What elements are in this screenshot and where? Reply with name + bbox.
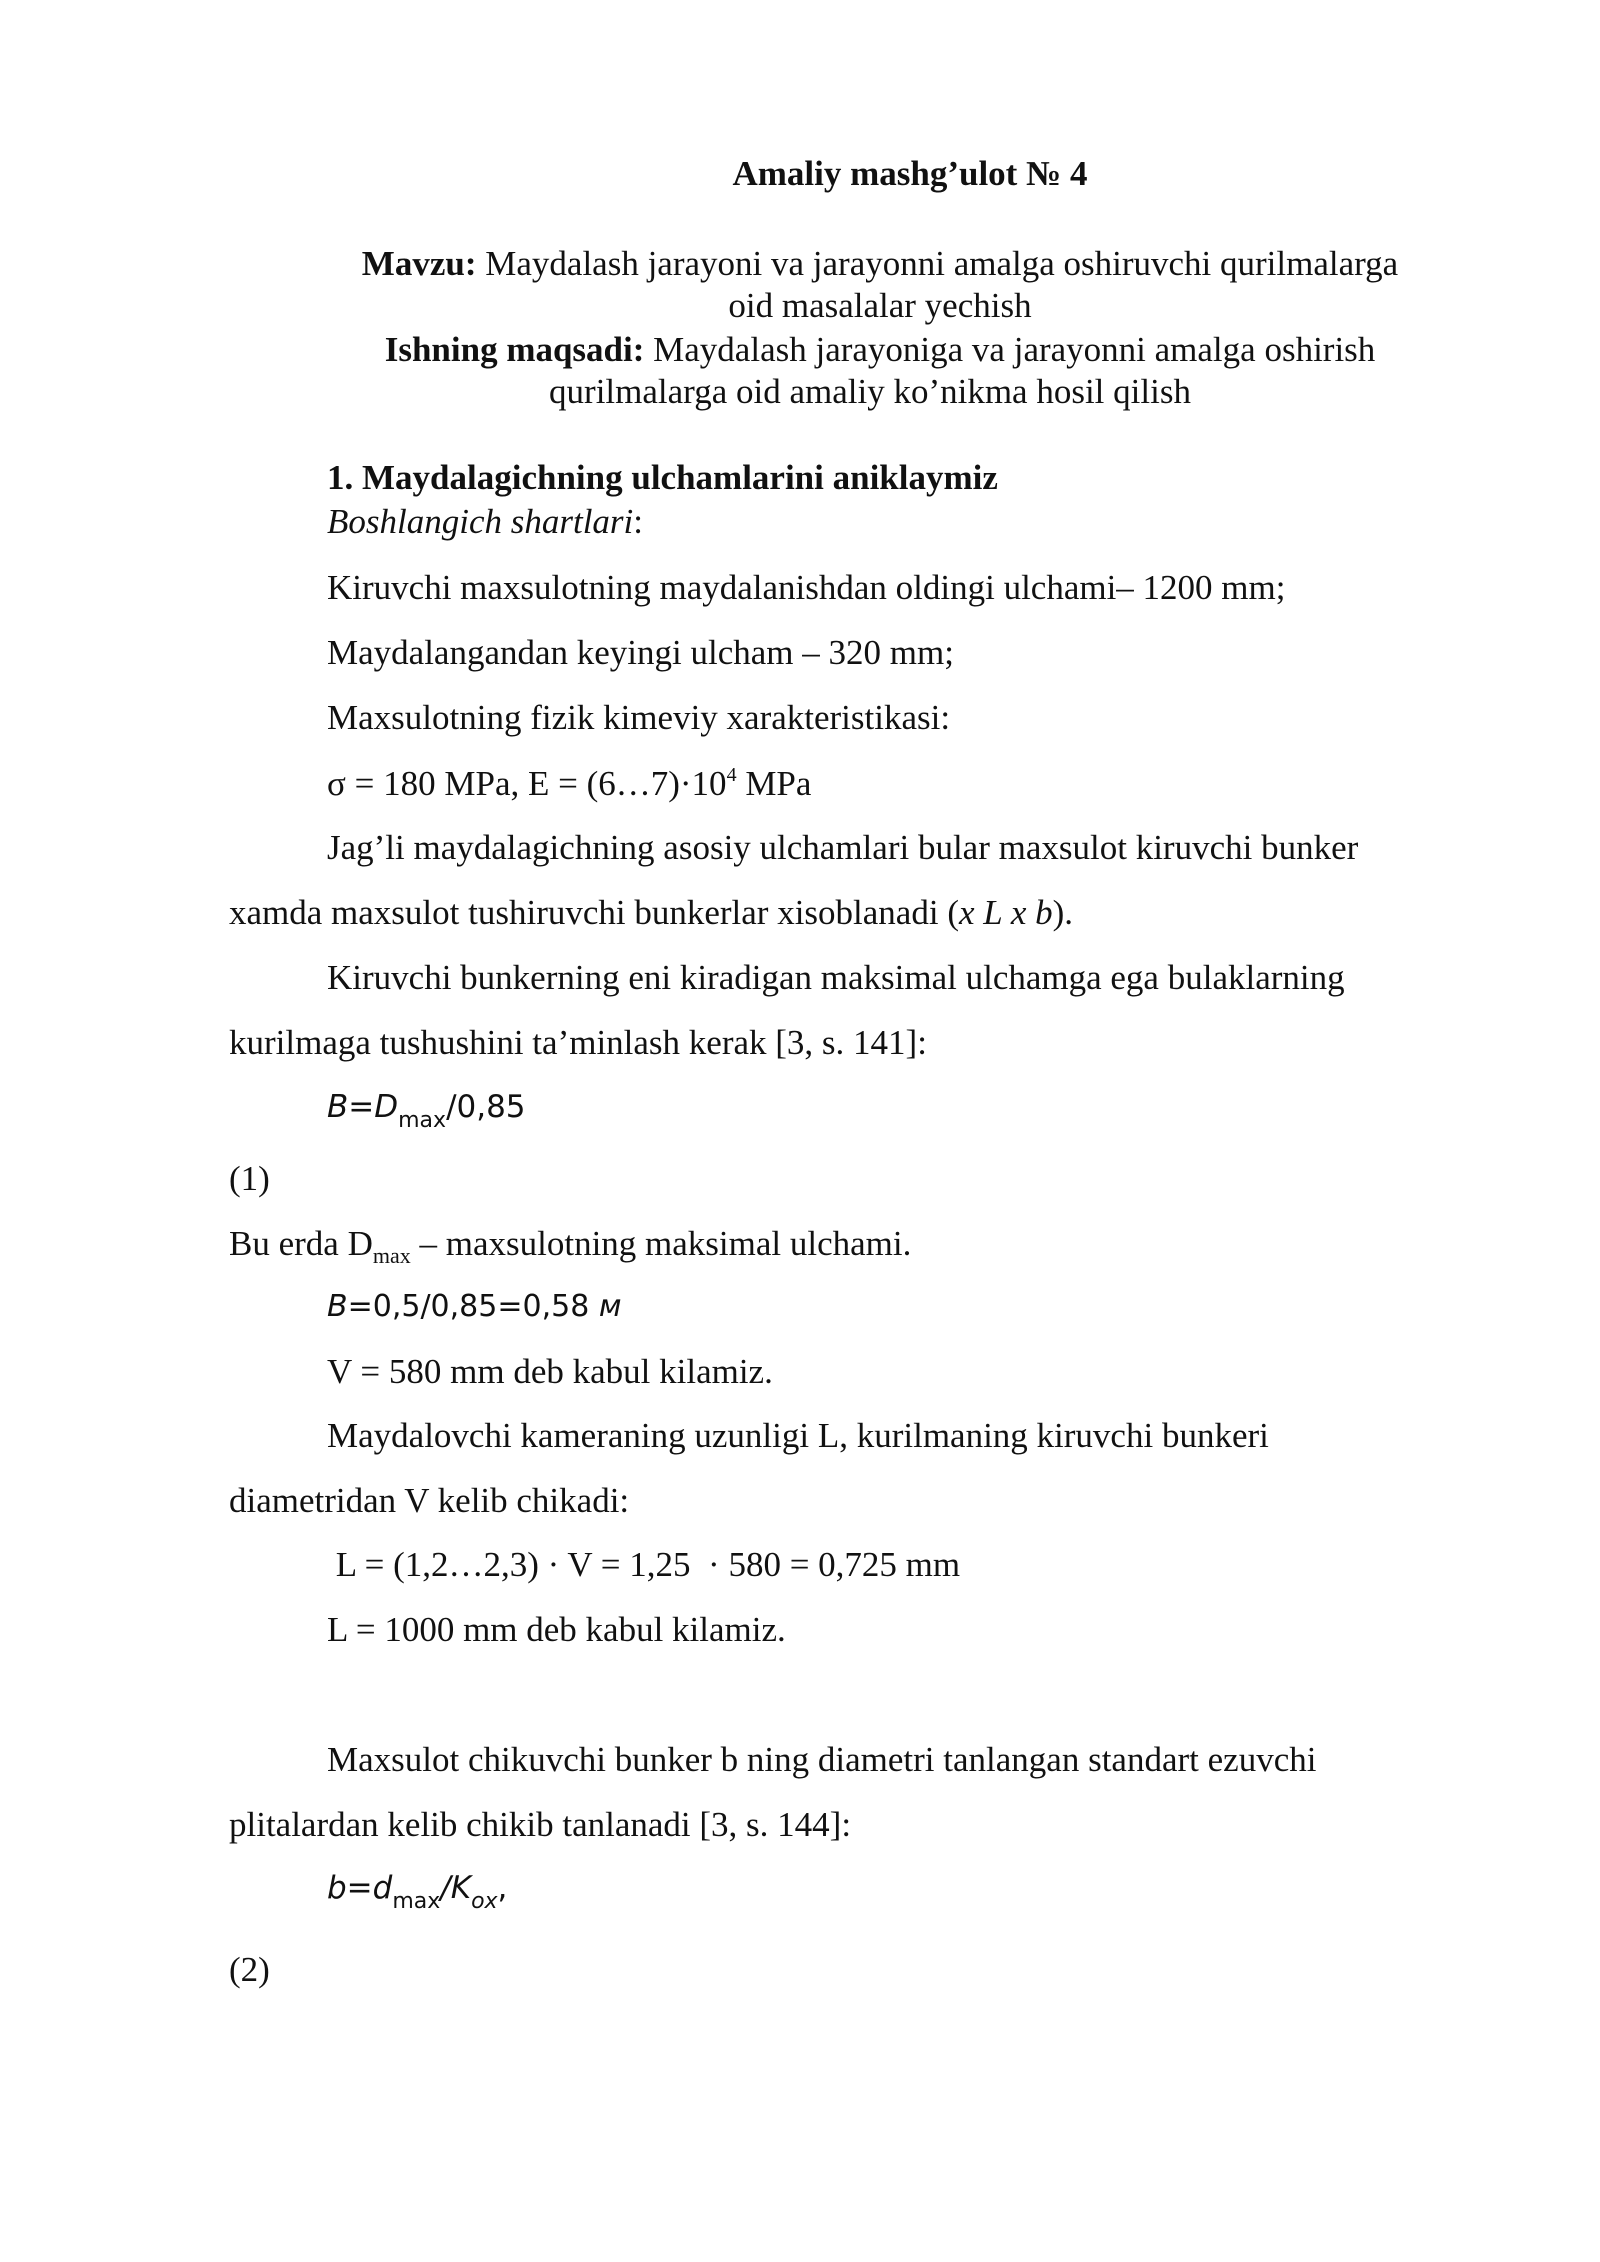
paragraph-3-line-1: Maydalovchi kameraning uzunligi L, kurilmaning kiruvchi bunkeri xyxy=(327,1416,1269,1455)
definition-b: – maxsulotning maksimal ulchami. xyxy=(410,1224,912,1263)
paragraph-1-line-2 xyxy=(229,891,1073,935)
aim-label: Ishning maqsadi: xyxy=(384,330,645,369)
paragraph-3-line-2: diametridan V kelib chikadi: xyxy=(229,1481,630,1520)
paragraph-4-line-1: Maxsulot chikuvchi bunker b ning diametri tanlangan standart ezuvchi xyxy=(327,1740,1317,1779)
formula-2-lhs: b=d xyxy=(327,1870,393,1906)
calculation-1 xyxy=(327,1285,621,1329)
props-unit: MPa xyxy=(736,764,812,803)
aim-line-1 xyxy=(300,328,1460,372)
props-exponent: 4 xyxy=(726,764,737,786)
aim-line-2: qurilmalarga oid amaliy ko’nikma hosil qilish xyxy=(549,372,1191,411)
formula-2-tail: , xyxy=(497,1870,508,1906)
topic-label: Mavzu: xyxy=(361,244,477,283)
para1-text-c: ). xyxy=(1052,893,1074,932)
topic-line-2: oid masalalar yechish xyxy=(728,286,1032,325)
topic-line-1 xyxy=(300,242,1460,286)
para1-text-a: xamda maxsulot tushiruvchi bunkerlar xisoblanadi ( xyxy=(229,893,959,932)
formula-1-lhs: B=D xyxy=(327,1089,399,1125)
paragraph-2-line-2: kurilmaga tushushini ta’minlash kerak [3, s. 141]: xyxy=(229,1023,927,1062)
definition-dmax xyxy=(229,1222,911,1270)
formula-2-sub: max xyxy=(392,1889,441,1914)
props-main: σ = 180 MPa, E = (6…7)·10 xyxy=(327,764,727,803)
calc-1-symbol: B xyxy=(327,1289,348,1324)
equation-number-2: (2) xyxy=(229,1950,270,1989)
section-heading: 1. Maydalagichning ulchamlarini aniklaymiz xyxy=(327,458,998,497)
condition-3: Maxsulotning fizik kimeviy xarakteristikasi: xyxy=(327,698,951,737)
formula-1 xyxy=(327,1085,526,1133)
formula-1-rhs: /0,85 xyxy=(446,1089,526,1125)
formula-1-sub: max xyxy=(398,1108,447,1133)
accepted-value-2: L = 1000 mm deb kabul kilamiz. xyxy=(327,1610,786,1649)
accepted-value-1: V = 580 mm deb kabul kilamiz. xyxy=(327,1352,773,1391)
subheading-colon: : xyxy=(633,502,644,541)
paragraph-4-line-2: plitalardan kelib chikib tanlanadi [3, s. 144]: xyxy=(229,1805,852,1844)
condition-1: Kiruvchi maxsulotning maydalanishdan oldingi ulchami– 1200 mm; xyxy=(327,568,1286,607)
calculation-2: L = (1,2…2,3) · V = 1,25 · 580 = 0,725 mm xyxy=(327,1545,961,1584)
page-title: Amaliy mashg’ulot № 4 xyxy=(732,154,1088,193)
formula-2-sub2: ox xyxy=(471,1889,498,1914)
definition-a: Bu erda D xyxy=(229,1224,373,1263)
subheading-text: Boshlangich shartlari xyxy=(327,502,634,541)
equation-number-1: (1) xyxy=(229,1159,270,1198)
section-subheading xyxy=(327,500,643,544)
condition-2: Maydalangandan keyingi ulcham – 320 mm; xyxy=(327,633,954,672)
calc-1-expression: =0,5/0,85=0,58 xyxy=(347,1289,590,1324)
para1-text-italic: x L x b xyxy=(958,893,1053,932)
formula-2 xyxy=(327,1866,507,1914)
paragraph-1-line-1: Jag’li maydalagichning asosiy ulchamlari bular maxsulot kiruvchi bunker xyxy=(327,828,1359,867)
aim-text-1: Maydalash jarayoniga va jarayonni amalga oshirish xyxy=(644,330,1376,369)
calc-1-unit: м xyxy=(589,1289,622,1324)
paragraph-2-line-1: Kiruvchi bunkerning eni kiradigan maksimal ulchamga ega bulaklarning xyxy=(327,958,1345,997)
material-properties xyxy=(327,762,811,811)
topic-text-1: Maydalash jarayoni va jarayonni amalga oshiruvchi qurilmalarga xyxy=(476,244,1399,283)
definition-sub: max xyxy=(372,1243,411,1268)
formula-2-mid: /K xyxy=(440,1870,472,1906)
